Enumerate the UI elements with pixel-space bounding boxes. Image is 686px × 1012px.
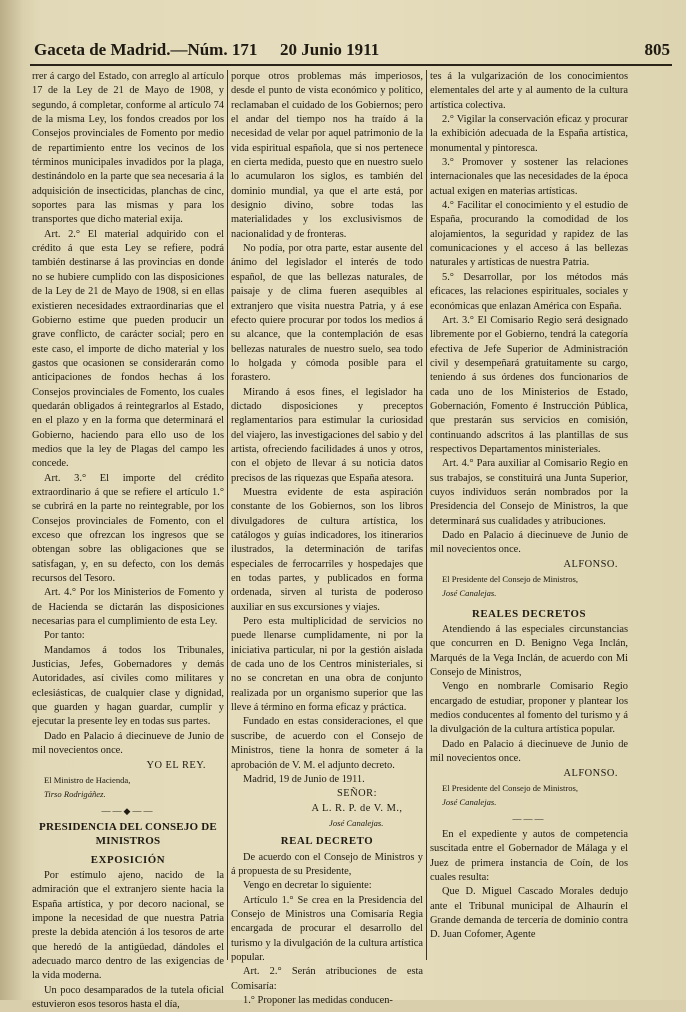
salutation: SEÑOR: bbox=[337, 788, 377, 800]
decrees-heading: REALES DECRETOS bbox=[471, 607, 587, 620]
paragraph: Dado en Palacio á diecinueve de Junio de mil novecientos once. bbox=[430, 738, 628, 765]
paragraph: Art. 4.° Por los Ministerios de Fomento y de Hacienda se dictarán las disposiciones necesarias para el cumplimiento de esta Ley. bbox=[32, 587, 224, 628]
column-2 bbox=[231, 70, 423, 1006]
paragraph: 5.° Desarrollar, por los métodos más eficaces, las relaciones espirituales, sociales y económicas que enlazan América con España. bbox=[430, 271, 628, 312]
president-name: José Canalejas. bbox=[442, 588, 497, 599]
paragraph: Mandamos á todos los Tribunales, Justicias, Jefes, Gobernadores y demás Autoridades, así civiles como militares y eclesiásticas, de cualquier clase y dignidad, que guarden y hagan guardar, cumplir y ejecutar la presente ley en todas sus partes. bbox=[32, 644, 224, 728]
signature-president: José Canalejas. bbox=[329, 817, 384, 828]
paragraph: porque otros problemas más imperiosos, desde el punto de vista económico y político, reclamaban el cuidado de los Gobiernos; pero el andar del tiempo nos ha traído á la necesidad de velar por aquel patrimonio de la vida espiritual española, que si nos pertenece en cierta medida, puesto que en nuestro suelo lo acumularon los siglos, es también del dominio mundial, ya que el arte está, por designio divino, sobre todas las materialidades y los exclusivismos de nacionalidad y de fronteras. bbox=[231, 71, 423, 240]
paragraph: 4.° Facilitar el conocimiento y el estudio de España, procurando la comodidad de los alojamientos, la seguridad y rapidez de las comunicaciones y el acceso á las bellezas naturales y artísticas de nuestra Patria. bbox=[430, 200, 628, 269]
page-spine-edge bbox=[0, 0, 22, 1000]
column-1 bbox=[32, 70, 224, 1010]
column-divider bbox=[426, 70, 427, 960]
paragraph: Por estímulo ajeno, nacido de la admiración que el extranjero siente hacia la España artística, y por decoro nacional, se impone la necesidad de que nuestra Patria preste la debida atención á los tesoros de arte que heredó de la antigüedad, dándoles el adecuado marco dentro de las exigencias de la vida moderna. bbox=[32, 869, 224, 982]
exposition-heading: EXPOSICIÓN bbox=[90, 853, 166, 866]
column-divider bbox=[227, 70, 228, 960]
signature-king: ALFONSO. bbox=[563, 767, 618, 779]
president-name: José Canalejas. bbox=[442, 797, 497, 808]
paragraph: Mirando á esos fines, el legislador ha dictado disposiciones y preceptos reglamentarios para estimular la curiosidad del viajero, las investigaciones del sabio y del artista, ofreciendo facilidades á unos y otros, con el objeto de llevar á su noticia datos precisos de las riquezas que España atesora. bbox=[231, 386, 423, 484]
separator-ornament: ——◆—— bbox=[101, 805, 155, 816]
paragraph: Dado en Palacio á diecinueve de Junio de mil novecientos once. bbox=[32, 730, 224, 757]
signature-king: ALFONSO. bbox=[563, 558, 618, 570]
paragraph: Atendiendo á las especiales circunstancias que concurren en D. Benigno Vega Inclán, Marqués de la Vega Inclán, de acuerdo con Mi Consejo de Ministros, bbox=[430, 624, 628, 679]
paragraph: Dado en Palacio á diecinueve de Junio de mil novecientos once. bbox=[430, 530, 628, 556]
paragraph: Art. 4.° Para auxiliar al Comisario Regio en sus trabajos, se constituirá una Junta Superior, cuyos individuos serán nombrados por la Presidencia del Consejo de Ministros, la que determinará sus cualidades y atribuciones. bbox=[430, 458, 628, 527]
paragraph: rrer á cargo del Estado, con arreglo al artículo 17 de la Ley de 21 de Mayo de 1908, y segundo, á completar, conforme al artículo 74 de la misma Ley, los fondos creados por los Consejos provinciales de Fomento por medio de repartimiento entre los vecinos de los términos municipales invadidos por la plaga, destinándolo en la parte que sea necesaria á la adquisición de insecticidas, planchas de cinc, soportes para las mismas y para los transportes que dicho material exija. bbox=[32, 71, 224, 226]
signature-king: YO EL REY. bbox=[146, 759, 206, 771]
paragraph: Un poco desamparados de la tutela oficial estuvieron esos tesoros hasta el día, bbox=[32, 984, 224, 1010]
page-header bbox=[34, 40, 670, 62]
issue-date: 20 Junio 1911 bbox=[280, 40, 380, 59]
paragraph: En el expediente y autos de competencia suscitada entre el Gobernador de Málaga y el Juez de primera instancia de Coín, de los cuales resulta: bbox=[430, 828, 628, 883]
paragraph: Que D. Miguel Cascado Morales dedujo ante el Tribunal municipal de Alhaurín el Grande demanda de tercería de dominio contra D. Juan Cofomer, Agente bbox=[430, 886, 628, 941]
paragraph: Vengo en nombrarle Comisario Regio encargado de estudiar, proponer y plantear los medios conducentes al fomento del turismo y á la divulgación de la cultura artística popular. bbox=[430, 681, 628, 736]
president-title: El Presidente del Consejo de Ministros, bbox=[442, 782, 579, 793]
header-rule bbox=[30, 64, 672, 66]
gazette-title: Gaceta de Madrid.—Núm. 171 bbox=[34, 40, 258, 59]
paragraph: Madrid, 19 de Junio de 1911. bbox=[243, 773, 365, 785]
president-title: El Presidente del Consejo de Ministros, bbox=[442, 574, 579, 585]
paragraph: Art. 3.° El Comisario Regio será designado libremente por el Gobierno, tendrá la categoría efectiva de Jefe Superior de Administración civil y desempeñará gratuitamente su cargo, teniendo á sus órdenes dos funcionarios de cada uno de los Ministerios de Estado, Gobernación, Fomento é Instrucción Pública, que prestarán sus servicios en comisión, continuando adscritos á las plantillas de sus respectivos Departamentos ministeriales. bbox=[430, 314, 628, 455]
paragraph: Art. 2.° Serán atribuciones de esta Comisaría: bbox=[231, 966, 423, 992]
paragraph: No podía, por otra parte, estar ausente del ánimo del legislador el interés de todo español, de que las bellezas naturales, de paisaje y de clima fueren asequibles al extranjero que visita nuestra Patria, y á ese efecto quiere procurar por todos los medios á su alcance, que la contemplación de esas bellezas naturales de nuestro suelo, sea todo lo holgada y cómoda posible para el forastero. bbox=[231, 243, 423, 384]
separator-ornament: ——— bbox=[512, 813, 546, 824]
page-number: 805 bbox=[644, 40, 670, 59]
minister-title: El Ministro de Hacienda, bbox=[44, 774, 131, 785]
paragraph: Art. 2.° El material adquirido con el crédito á que esta Ley se refiere, podrá también destinarse á las provincias en donde no se hubiere cumplido con las disposiciones de la Ley de 21 de Mayo de 1908, si en ellas existieren necesidades extraordinarias que el Gobierno estime que pueden producir un grave conflicto, de carácter social; pero en este caso, el importe de dicho material y los gastos que ocasionen se considerarán como anticipaciones de fondos hechas á los Consejos provinciales de Fomento, los cuales quedarán obligados á reintegrarlos al Estado, en el plazo y en la forma que determinará el Gobierno, haciendo para ello uso de los medios que la ley de Plagas del campo les concede. bbox=[32, 228, 224, 470]
paragraph: Pero esta multiplicidad de servicios no puede llenarse cumplidamente, ni por la iniciativa particular, ni por la gestión aislada de cada uno de los Centros ministeriales, si no se concretan en una obra de conjunto realizada por un organismo superior que las lleve á término en forma eficaz y práctica. bbox=[231, 616, 423, 714]
paragraph: Muestra evidente de esta aspiración constante de los Gobiernos, son los libros divulgadores de cultura artística, los catálogos y guías indicadores, los itinerarios ilustrados, la determinación de tarifas especiales de ferrocarriles y hospedajes que en todas partes, y publicados en forma ordenada, sirven al turista de poderoso auxiliar en sus excursiones y viajes. bbox=[231, 486, 423, 613]
paragraph: Fundado en estas consideraciones, el que suscribe, de acuerdo con el Consejo de Ministros, tiene la honra de someter á la aprobación de V. M. el adjunto decreto. bbox=[231, 716, 423, 771]
section-heading: PRESIDENCIA DEL CONSEJO DE MINISTROS bbox=[39, 820, 217, 848]
closing-formula: A L. R. P. de V. M., bbox=[311, 802, 403, 814]
paragraph: Vengo en decretar lo siguiente: bbox=[243, 880, 372, 892]
column-3 bbox=[430, 70, 628, 990]
paragraph: 3.° Promover y sostener las relaciones internacionales que las necesidades de la época actual exigen en materias artísticas. bbox=[430, 157, 628, 197]
paragraph: tes á la vulgarización de los conocimientos elementales del arte y al aumento de la cultura artística colectiva. bbox=[430, 71, 628, 111]
minister-name: Tirso Rodrigáñez. bbox=[44, 789, 106, 800]
paragraph: 1.° Proponer las medidas conducen- bbox=[243, 995, 393, 1006]
paragraph: Art. 3.° El importe del crédito extraordinario á que se refiere el artículo 1.° se cubrirá en la parte no reintegrable, por los Consejos provinciales de Fomento, con el exceso que ofrezcan los ingresos que se obtengan sobre las obligaciones que se satisfagan, y, en su defecto, con los demás recursos del Tesoro. bbox=[32, 472, 224, 585]
paragraph: Artículo 1.° Se crea en la Presidencia del Consejo de Ministros una Comisaría Regia encargada de procurar el desarrollo del turismo y la divulgación de la cultura artística popular. bbox=[231, 894, 423, 963]
paragraph: Por tanto: bbox=[44, 630, 85, 642]
decree-heading: REAL DECRETO bbox=[280, 835, 374, 848]
paragraph: De acuerdo con el Consejo de Ministros y á propuesta de su Presidente, bbox=[231, 851, 423, 877]
paragraph: 2.° Vigilar la conservación eficaz y procurar la exhibición adecuada de la España artística, monumental y pintoresca. bbox=[430, 114, 628, 154]
